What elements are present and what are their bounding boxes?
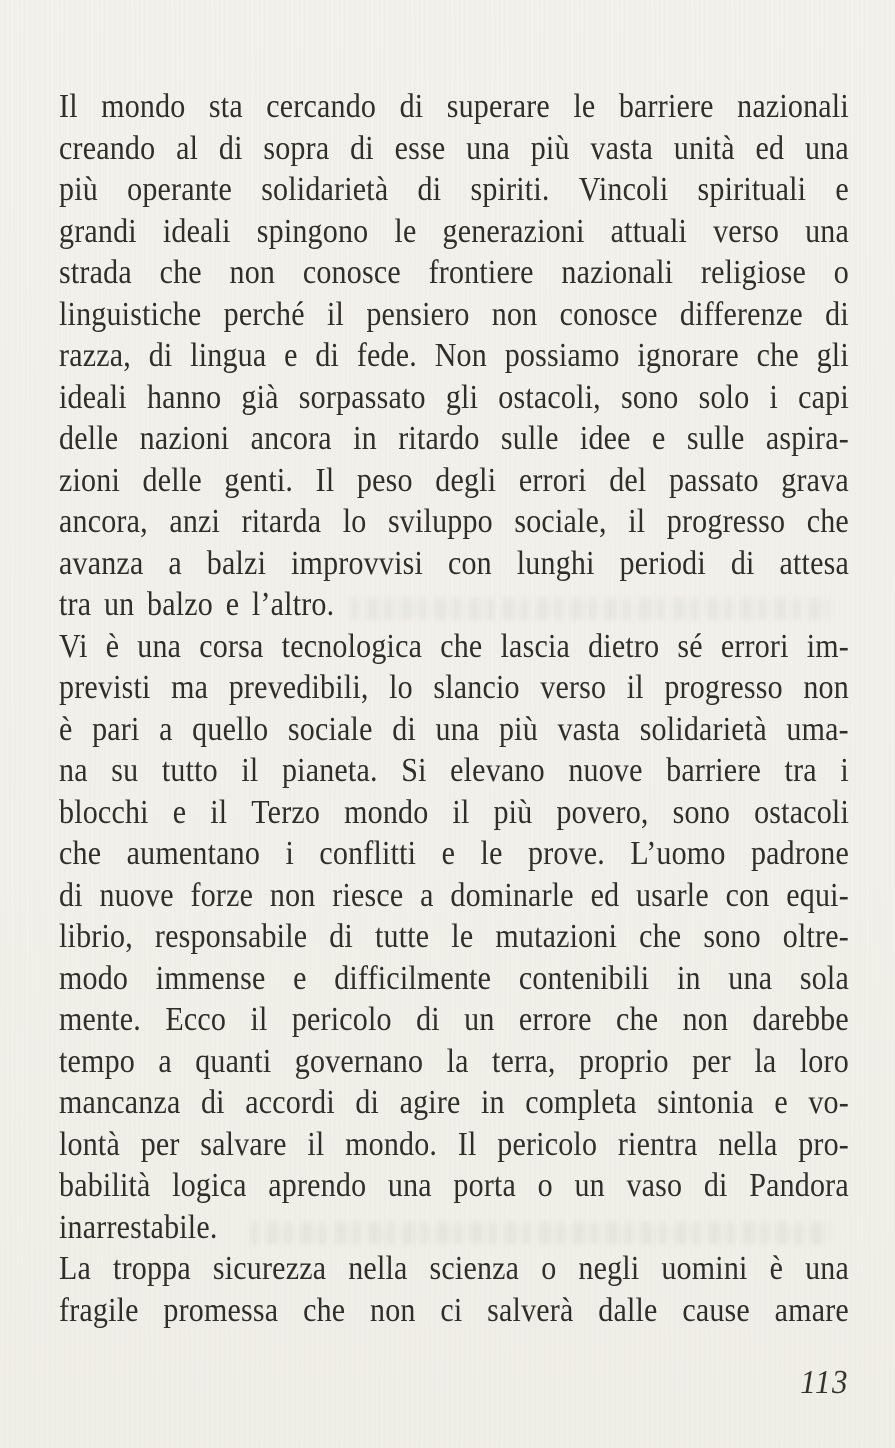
text-line: ideali hanno già sorpassato gli ostacoli, sono solo i capi (59, 378, 849, 416)
text-line: strada che non conosce frontiere nazionali religiose o (59, 253, 849, 291)
text-line: na su tutto il pianeta. Si elevano nuove barriere tra i (59, 751, 849, 789)
text-line: mancanza di accordi di agire in completa sintonia e vo- (59, 1083, 849, 1121)
text-line: è pari a quello sociale di una più vasta solidarietà uma- (59, 710, 849, 748)
text-line: fragile promessa che non ci salverà dalle cause amare (59, 1291, 849, 1329)
text-line: modo immense e difficilmente contenibili in una sola (59, 959, 849, 997)
text-line: La troppa sicurezza nella scienza o negli uomini è una (59, 1249, 849, 1287)
text-line: Il mondo sta cercando di superare le barriere nazionali (59, 87, 849, 125)
text-line: previsti ma prevedibili, lo slancio verso il progresso non (59, 668, 849, 706)
text-line: babilità logica aprendo una porta o un vaso di Pandora (59, 1166, 849, 1204)
show-through-smudge (350, 598, 830, 620)
page-number: 113 (800, 1362, 849, 1401)
text-line: grandi ideali spingono le generazioni attuali verso una (59, 212, 849, 250)
text-line: mente. Ecco il pericolo di un errore che non darebbe (59, 1000, 849, 1038)
text-line: razza, di lingua e di fede. Non possiamo ignorare che gli (59, 336, 849, 374)
text-line: zioni delle genti. Il peso degli errori del passato grava (59, 461, 849, 499)
text-line: Vi è una corsa tecnologica che lascia dietro sé errori im- (59, 627, 849, 665)
text-line: delle nazioni ancora in ritardo sulle idee e sulle aspira- (59, 419, 849, 457)
text-line: avanza a balzi improvvisi con lunghi periodi di attesa (59, 544, 849, 582)
text-line: più operante solidarietà di spiriti. Vincoli spirituali e (59, 170, 849, 208)
text-line: tempo a quanti governano la terra, proprio per la loro (59, 1042, 849, 1080)
text-line: blocchi e il Terzo mondo il più povero, sono ostacoli (59, 793, 849, 831)
body-text (59, 86, 849, 1331)
text-line: tra un balzo e l’altro. (59, 585, 335, 623)
text-line: ancora, anzi ritarda lo sviluppo sociale, il progresso che (59, 502, 849, 540)
text-line: che aumentano i conflitti e le prove. L’uomo padrone (59, 834, 849, 872)
text-line: librio, responsabile di tutte le mutazioni che sono oltre- (59, 917, 849, 955)
text-line: linguistiche perché il pensiero non conosce differenze di (59, 295, 849, 333)
show-through-smudge (250, 1222, 830, 1244)
text-line: di nuove forze non riesce a dominarle ed usarle con equi- (59, 876, 849, 914)
text-line: inarrestabile. (59, 1208, 218, 1246)
text-line: lontà per salvare il mondo. Il pericolo rientra nella pro- (59, 1125, 849, 1163)
text-line: creando al di sopra di esse una più vasta unità ed una (59, 129, 849, 167)
